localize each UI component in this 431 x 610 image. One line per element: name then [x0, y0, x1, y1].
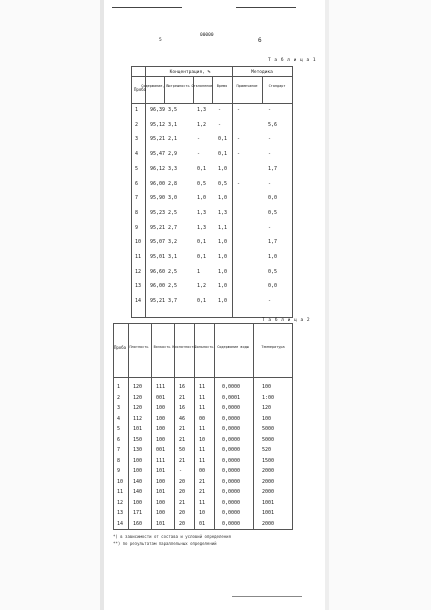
- table1-cell: 1,0: [218, 195, 228, 202]
- table1-header-a3: Отклонение: [191, 84, 213, 88]
- table2-cell: 100: [156, 478, 166, 485]
- table2-cell: 001: [156, 394, 166, 401]
- page-edge-right: [325, 0, 329, 610]
- table1-cell: 1,2: [197, 121, 207, 128]
- table2-cell: 1001: [262, 499, 275, 506]
- table1-cell: 0,1: [197, 254, 207, 260]
- table1-cell: 3,3: [168, 165, 178, 172]
- table2-cell: 21: [199, 489, 206, 495]
- table2-cell: 11: [199, 384, 206, 390]
- table2-header-sample: Проба: [113, 345, 127, 350]
- table1-header-a1: Содержание, %: [141, 84, 169, 88]
- table2-cell: 0,0000: [222, 384, 241, 390]
- table1-cell: 95,21: [150, 224, 166, 231]
- table1-header-group-a: Концентрация, %: [169, 70, 211, 75]
- table2-cell: 0,0000: [222, 447, 241, 453]
- top-rule-right: [236, 7, 296, 8]
- table1-cell: 0,1: [218, 151, 228, 158]
- table2-cell: 13: [117, 510, 124, 516]
- table2-cell: 10: [199, 510, 206, 516]
- table2-cell: 0,0000: [222, 489, 241, 495]
- table1-cell: 0,1: [218, 136, 228, 143]
- table1-cell: 1,0: [268, 254, 278, 260]
- table1-header-group-b: Методика: [251, 70, 273, 75]
- table2-cell: 11: [199, 499, 206, 506]
- table1-col-sep: [262, 76, 263, 103]
- table1-cell: 12: [135, 268, 142, 275]
- table1-cell: 1,3: [197, 224, 207, 231]
- table1-header-a4: Время: [216, 84, 228, 88]
- table2-cell: 520: [262, 447, 272, 453]
- table1-cell: 8: [135, 209, 139, 216]
- table2-cell: 1:00: [262, 394, 275, 401]
- table1-cell: 11: [135, 254, 142, 260]
- table2-cell: 100: [133, 457, 143, 464]
- table2-cell: 20: [179, 510, 186, 516]
- table2-cell: 5: [117, 426, 121, 432]
- table1-cell: 6: [135, 180, 139, 187]
- table2-cell: 9: [117, 468, 121, 474]
- table1-cell: -: [268, 107, 272, 113]
- table2-cell: 21: [179, 457, 186, 464]
- table2-cell: 11: [199, 426, 206, 432]
- table2-cell: 11: [199, 457, 206, 464]
- table1-cell: 3,0: [168, 195, 178, 202]
- table1-cell: 5: [135, 165, 139, 172]
- table2-cell: 01: [199, 520, 206, 527]
- table2-cell: 130: [133, 447, 143, 453]
- table2-cell: 1: [117, 384, 121, 390]
- table2-cell: 100: [156, 405, 166, 411]
- table2-cell: 5000: [262, 436, 275, 443]
- top-rule-left: [112, 7, 182, 8]
- table2-cell: 21: [179, 426, 186, 432]
- table1-col-sep: [232, 66, 233, 318]
- table2-cell: 0,0000: [222, 426, 241, 432]
- table2-col-sep: [214, 323, 215, 530]
- table2-cell: 11: [199, 405, 206, 411]
- table1-cell: 2,9: [168, 151, 178, 158]
- table2-cell: 14: [117, 520, 124, 527]
- table1-cell: -: [268, 136, 272, 143]
- table2-cell: 0,0000: [222, 436, 241, 443]
- table1-cell: 96,39: [150, 107, 166, 113]
- table1-cell: -: [218, 121, 222, 128]
- table1-cell: 2,5: [168, 268, 178, 275]
- table1-cell: 1,0: [218, 283, 228, 290]
- table1-cell: 0,1: [197, 298, 207, 305]
- table2-cell: 8: [117, 457, 121, 464]
- table2-cell: 50: [179, 447, 186, 453]
- table2-cell: 150: [133, 436, 143, 443]
- table1-cell: 4: [135, 151, 139, 158]
- table1-cell: -: [237, 107, 241, 113]
- table2-cell: 21: [179, 499, 186, 506]
- table1-cell: 10: [135, 239, 142, 246]
- table1-cell: 1,0: [197, 195, 207, 202]
- table1-cell: -: [268, 298, 272, 305]
- table1-cell: 1,0: [218, 239, 228, 246]
- footnote-1: *) в зависимости от состава и условий определения: [113, 534, 232, 539]
- table2-cell: 101: [156, 468, 166, 474]
- table1-header-sample: Проба: [134, 87, 147, 92]
- table2-col-sep: [253, 323, 254, 530]
- table1-col-sep: [212, 76, 213, 103]
- table1-cell: 5,6: [268, 121, 278, 128]
- table2-cell: 112: [133, 415, 143, 422]
- table1-col-sep: [193, 76, 194, 103]
- table2-cell: 2: [117, 394, 121, 401]
- table2-cell: 21: [199, 478, 206, 485]
- table1-cell: 0,5: [268, 209, 278, 216]
- table2-cell: 0,0001: [222, 394, 241, 401]
- table2-cell: 100: [156, 436, 166, 443]
- table1-cell: 2,5: [168, 209, 178, 216]
- table1-cell: 3,7: [168, 298, 178, 305]
- table2-cell: 120: [262, 405, 272, 411]
- table1-cell: 0,1: [197, 239, 207, 246]
- table2-cell: -: [179, 468, 183, 474]
- table2-cell: 0,0000: [222, 478, 241, 485]
- table2-col-sep: [194, 323, 195, 530]
- table2-header-c5: Содержание воды: [217, 345, 249, 349]
- table2-cell: 16: [179, 384, 186, 390]
- table2-cell: 120: [133, 384, 143, 390]
- table1-cell: 3: [135, 136, 139, 143]
- table1-cell: 95,01: [150, 254, 166, 260]
- table1-cell: -: [218, 107, 222, 113]
- table1-header-a2: Погрешность: [166, 84, 190, 88]
- table2-cell: 16: [179, 405, 186, 411]
- table2-cell: 140: [133, 478, 143, 485]
- table1-cell: 9: [135, 224, 139, 231]
- table2-header-c3: Кислотность: [172, 345, 196, 349]
- table2-cell: 100: [262, 384, 272, 390]
- table2-caption: Т а б л и ц а 2: [262, 318, 311, 323]
- table1-header-b2: Стандарт: [268, 84, 286, 88]
- table1-cell: 1,0: [218, 268, 228, 275]
- table2-cell: 001: [156, 447, 166, 453]
- table2-header-c2: Вязкость: [153, 345, 171, 349]
- table2-cell: 21: [179, 394, 186, 401]
- table2-cell: 0,0000: [222, 499, 241, 506]
- table2-cell: 100: [156, 499, 166, 506]
- table2-cell: 111: [156, 457, 166, 464]
- table2-col-sep: [151, 323, 152, 530]
- table1-cell: -: [237, 151, 241, 158]
- table2-cell: 46: [179, 415, 186, 422]
- table1-cell: 1,3: [197, 107, 207, 113]
- table2-cell: 12: [117, 499, 124, 506]
- table1-cell: 1,3: [218, 209, 228, 216]
- table2-cell: 00: [199, 415, 206, 422]
- table1-cell: 7: [135, 195, 139, 202]
- table2-cell: 171: [133, 510, 143, 516]
- table1-cell: -: [197, 136, 201, 143]
- table1-cell: -: [197, 151, 201, 158]
- table1-header-bottom: [131, 103, 293, 104]
- table2-cell: 11: [117, 489, 124, 495]
- table1-cell: 1,7: [268, 165, 278, 172]
- table1-cell: -: [268, 151, 272, 158]
- table1-col-sep: [164, 76, 165, 103]
- table2-cell: 20: [179, 478, 186, 485]
- table1-cell: 96,00: [150, 180, 166, 187]
- table1-cell: 1,3: [197, 209, 207, 216]
- table1-cell: -: [237, 180, 241, 187]
- table1-header-b1: Примечание: [236, 84, 258, 88]
- table1-cell: 95,12: [150, 121, 166, 128]
- table2-cell: 0,0000: [222, 405, 241, 411]
- table2-cell: 0,0000: [222, 510, 241, 516]
- table2-cell: 4: [117, 415, 121, 422]
- table2-cell: 100: [156, 415, 166, 422]
- table2-cell: 00: [199, 468, 206, 474]
- table1-cell: 2,1: [168, 136, 178, 143]
- table2-cell: 0,0000: [222, 468, 241, 474]
- table1-cell: 95,21: [150, 136, 166, 143]
- table1-cell: 95,07: [150, 239, 166, 246]
- table2-cell: 120: [133, 405, 143, 411]
- table1-cell: 96,00: [150, 283, 166, 290]
- table1-cell: 2,8: [168, 180, 178, 187]
- table1-cell: 2,5: [168, 283, 178, 290]
- table1-cell: -: [237, 136, 241, 143]
- table2-cell: 11: [199, 394, 206, 401]
- table2-cell: 7: [117, 447, 121, 453]
- table2-cell: 2000: [262, 489, 275, 495]
- footnote-2: **) по результатам параллельных определений: [113, 541, 217, 546]
- table1-cell: 3,2: [168, 239, 178, 246]
- table1-cell: 3,5: [168, 107, 178, 113]
- table2-header-c1: Плотность: [129, 345, 149, 349]
- table1-cell: 2,7: [168, 224, 178, 231]
- table2-cell: 10: [199, 436, 206, 443]
- table2-header-bottom: [113, 377, 293, 378]
- table2-cell: 11: [199, 447, 206, 453]
- table2-cell: 100: [156, 426, 166, 432]
- table2-cell: 160: [133, 520, 143, 527]
- table2-cell: 21: [179, 436, 186, 443]
- table1-cell: 0,5: [268, 268, 278, 275]
- table2-cell: 0,0000: [222, 520, 241, 527]
- table2-cell: 20: [179, 520, 186, 527]
- table1-cell: 1,0: [218, 165, 228, 172]
- table1-cell: 13: [135, 283, 142, 290]
- page-number: 5: [159, 38, 162, 43]
- table1-cell: 95,23: [150, 209, 166, 216]
- table1-cell: 1,7: [268, 239, 278, 246]
- table1-cell: -: [268, 180, 272, 187]
- table2-cell: 10: [117, 478, 124, 485]
- table1-cell: 1,0: [218, 254, 228, 260]
- table2-cell: 1001: [262, 510, 275, 516]
- table1-cell: -: [268, 224, 272, 231]
- table2-header-c6: Температура: [261, 345, 285, 349]
- table2-cell: 101: [156, 520, 166, 527]
- table2-header-c4: Зольность: [194, 345, 214, 349]
- table2-cell: 100: [133, 468, 143, 474]
- table1-cell: 96,60: [150, 268, 166, 275]
- table2-cell: 1500: [262, 457, 275, 464]
- table1-cell: 95,47: [150, 151, 166, 158]
- table2-cell: 2000: [262, 478, 275, 485]
- table2-cell: 2000: [262, 520, 275, 527]
- table1-cell: 0,1: [197, 165, 207, 172]
- table1-cell: 0,5: [197, 180, 207, 187]
- table2-cell: 0,0000: [222, 457, 241, 464]
- table2-cell: 20: [179, 489, 186, 495]
- table1-caption: Т а б л и ц а 1: [268, 58, 317, 63]
- table1-cell: 95,90: [150, 195, 166, 202]
- table1-cell: 3,1: [168, 254, 178, 260]
- table1-cell: 1,2: [197, 283, 207, 290]
- center-code: 00000: [200, 33, 214, 38]
- table1-cell: 1: [135, 107, 139, 113]
- table2-cell: 100: [156, 510, 166, 516]
- bottom-rule: [232, 596, 302, 597]
- table2-cell: 6: [117, 436, 121, 443]
- table2-cell: 2000: [262, 468, 275, 474]
- table2-cell: 5000: [262, 426, 275, 432]
- table1-cell: 0,5: [218, 180, 228, 187]
- table1-cell: 1: [197, 268, 201, 275]
- table1-cell: 95,21: [150, 298, 166, 305]
- table2-cell: 101: [156, 489, 166, 495]
- table1-cell: 0,0: [268, 283, 278, 290]
- table1-cell: 0,0: [268, 195, 278, 202]
- table2-col-sep: [174, 323, 175, 530]
- table1-cell: 2: [135, 121, 139, 128]
- table2-cell: 100: [133, 499, 143, 506]
- table2-cell: 140: [133, 489, 143, 495]
- table1-cell: 96,12: [150, 165, 166, 172]
- table1-cell: 14: [135, 298, 142, 305]
- table2-cell: 120: [133, 394, 143, 401]
- table2-cell: 0,0000: [222, 415, 241, 422]
- table1-cell: 1,0: [218, 298, 228, 305]
- table1-cell: 3,1: [168, 121, 178, 128]
- table2-cell: 100: [262, 415, 272, 422]
- table1-col-sep: [145, 66, 146, 318]
- table2-cell: 101: [133, 426, 143, 432]
- table2-cell: 3: [117, 405, 121, 411]
- table2-col-sep: [128, 323, 129, 530]
- right-mark: 6: [258, 37, 262, 44]
- table1-cell: 1,1: [218, 224, 228, 231]
- table2-cell: 111: [156, 384, 166, 390]
